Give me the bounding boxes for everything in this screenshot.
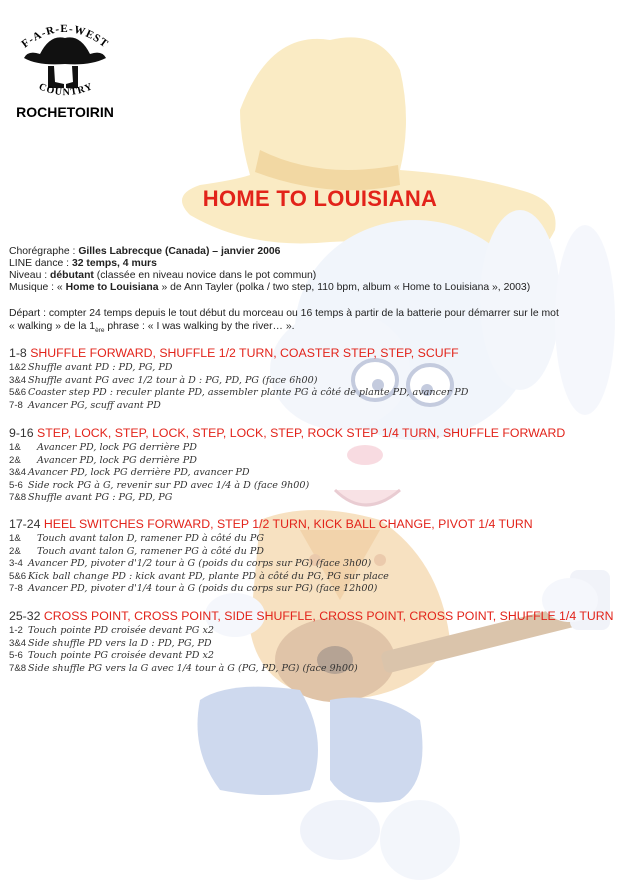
- step-description: Avancer PG, scuff avant PD: [28, 399, 161, 411]
- step-row: [9, 571, 634, 584]
- dance-info: [9, 246, 629, 294]
- step-count: 3&4: [9, 467, 27, 478]
- step-count: 7-8: [9, 399, 23, 411]
- step-description: Avancer PD, pivoter d'1/4 tour à G (poids du corps sur PG) (face 12h00): [28, 583, 378, 594]
- section-4: [9, 608, 634, 675]
- section-3: [9, 516, 634, 596]
- step-description: Side rock PG à G, revenir sur PD avec 1/4 à D (face 9h00): [28, 479, 310, 491]
- step-row: [9, 375, 634, 388]
- section-name: HEEL SWITCHES FORWARD, STEP 1/2 TURN, KICK BALL CHANGE, PIVOT 1/4 TURN: [43, 517, 533, 531]
- step-row: [9, 467, 634, 480]
- step-count: 3&4: [9, 637, 27, 649]
- section-heading: [9, 425, 634, 441]
- step-description: Avancer PD, lock PG derrière PD: [37, 442, 197, 453]
- step-row: [9, 400, 634, 413]
- step-row: [9, 625, 634, 638]
- step-count: 5&6: [9, 570, 27, 582]
- step-count: 7-8: [9, 583, 23, 594]
- step-count: 2&: [9, 454, 21, 466]
- choreographer-line: Chorégraphe : Gilles Labrecque (Canada) – janvier 2006: [9, 246, 281, 257]
- step-row: [9, 583, 634, 596]
- step-description: Shuffle avant PD : PD, PG, PD: [28, 362, 173, 373]
- section-heading: [9, 345, 634, 361]
- section-name: CROSS POINT, CROSS POINT, SIDE SHUFFLE, CROSS POINT, CROSS POINT, SHUFFLE 1/4 TURN: [43, 609, 614, 623]
- step-count: 3-4: [9, 558, 23, 569]
- step-row: [9, 650, 634, 663]
- step-count: 1&2: [9, 362, 27, 373]
- step-description: Touch avant talon D, ramener PD à côté du PG: [37, 533, 265, 544]
- section-2: [9, 425, 634, 505]
- step-description: Touch pointe PD croisée devant PG x2: [28, 625, 215, 636]
- section-count: 25-32: [9, 609, 44, 623]
- svg-text:COUNTRY: [37, 81, 95, 98]
- step-row: [9, 442, 634, 455]
- section-name: SHUFFLE FORWARD, SHUFFLE 1/2 TURN, COASTER STEP, STEP, SCUFF: [30, 346, 459, 360]
- step-count: 5&6: [9, 387, 27, 398]
- step-description: Touch pointe PG croisée devant PD x2: [28, 650, 215, 661]
- step-description: Touch avant talon G, ramener PG à côté du PD: [37, 545, 264, 557]
- step-row: [9, 638, 634, 651]
- step-count: 2&: [9, 545, 21, 557]
- step-description: Side shuffle PD vers la D : PD, PG, PD: [28, 637, 212, 649]
- section-name: STEP, LOCK, STEP, LOCK, STEP, LOCK, STEP, ROCK STEP 1/4 TURN, SHUFFLE FORWARD: [37, 426, 566, 440]
- step-row: [9, 387, 634, 400]
- step-description: Coaster step PD : reculer plante PD, assembler plante PG à côté de plante PD, avancer PD: [28, 387, 469, 398]
- fare-west-logo: [10, 14, 120, 110]
- step-count: 1&: [9, 442, 21, 453]
- step-count: 5-6: [9, 650, 23, 661]
- logo-top-text: F-A-R-E-WEST: [19, 22, 111, 51]
- section-1: [9, 345, 634, 412]
- section-heading: [9, 516, 634, 532]
- step-row: [9, 546, 634, 559]
- step-count: 1&: [9, 533, 21, 544]
- step-description: Avancer PD, lock PG derrière PD: [37, 454, 197, 466]
- step-count: 3&4: [9, 374, 27, 386]
- step-description: Avancer PD, pivoter d'1/2 tour à G (poids du corps sur PG) (face 3h00): [28, 558, 372, 569]
- step-row: [9, 362, 634, 375]
- level-line: Niveau : débutant (classée en niveau novice dans le pot commun): [9, 270, 317, 281]
- step-count: 1-2: [9, 625, 23, 636]
- step-description: Shuffle avant PG avec 1/2 tour à D : PG, PD, PG (face 6h00): [28, 374, 318, 386]
- start-instructions: Départ : compter 24 temps depuis le tout début du morceau ou 16 temps à partir de la batterie pour démarrer sur le mot « walking » de la $1_{ère}$ phrase : « I was walking by the river… ».: [9, 308, 559, 335]
- section-count: 1-8: [9, 346, 31, 360]
- step-description: Side shuffle PG vers la G avec 1/4 tour à G (PG, PD, PG) (face 9h00): [28, 662, 358, 674]
- section-count: 17-24: [9, 517, 44, 531]
- step-row: [9, 455, 634, 468]
- section-heading: [9, 608, 634, 624]
- step-row: [9, 533, 634, 546]
- logo-bottom-text: COUNTRY: [37, 81, 95, 99]
- step-count: 7&8: [9, 492, 27, 503]
- line-dance-line: LINE dance : 32 temps, 4 murs: [9, 258, 157, 269]
- step-count: 5-6: [9, 479, 23, 491]
- page-title: HOME TO LOUISIANA: [202, 186, 438, 211]
- step-row: [9, 492, 634, 505]
- music-line: Musique : « Home to Louisiana » de Ann Tayler (polka / two step, 110 bpm, album « Home to Louisiana », 2003): [9, 282, 531, 293]
- step-description: Shuffle avant PG : PG, PD, PG: [28, 492, 173, 503]
- step-row: [9, 558, 634, 571]
- club-name: ROCHETOIRIN: [16, 104, 114, 120]
- step-row: [9, 480, 634, 493]
- step-row: [9, 663, 634, 676]
- step-description: Kick ball change PD : kick avant PD, plante PD à côté du PG, PG sur place: [28, 570, 389, 582]
- section-count: 9-16: [9, 426, 38, 440]
- step-count: 7&8: [9, 662, 27, 674]
- step-description: Avancer PD, lock PG derrière PD, avancer PD: [28, 467, 250, 478]
